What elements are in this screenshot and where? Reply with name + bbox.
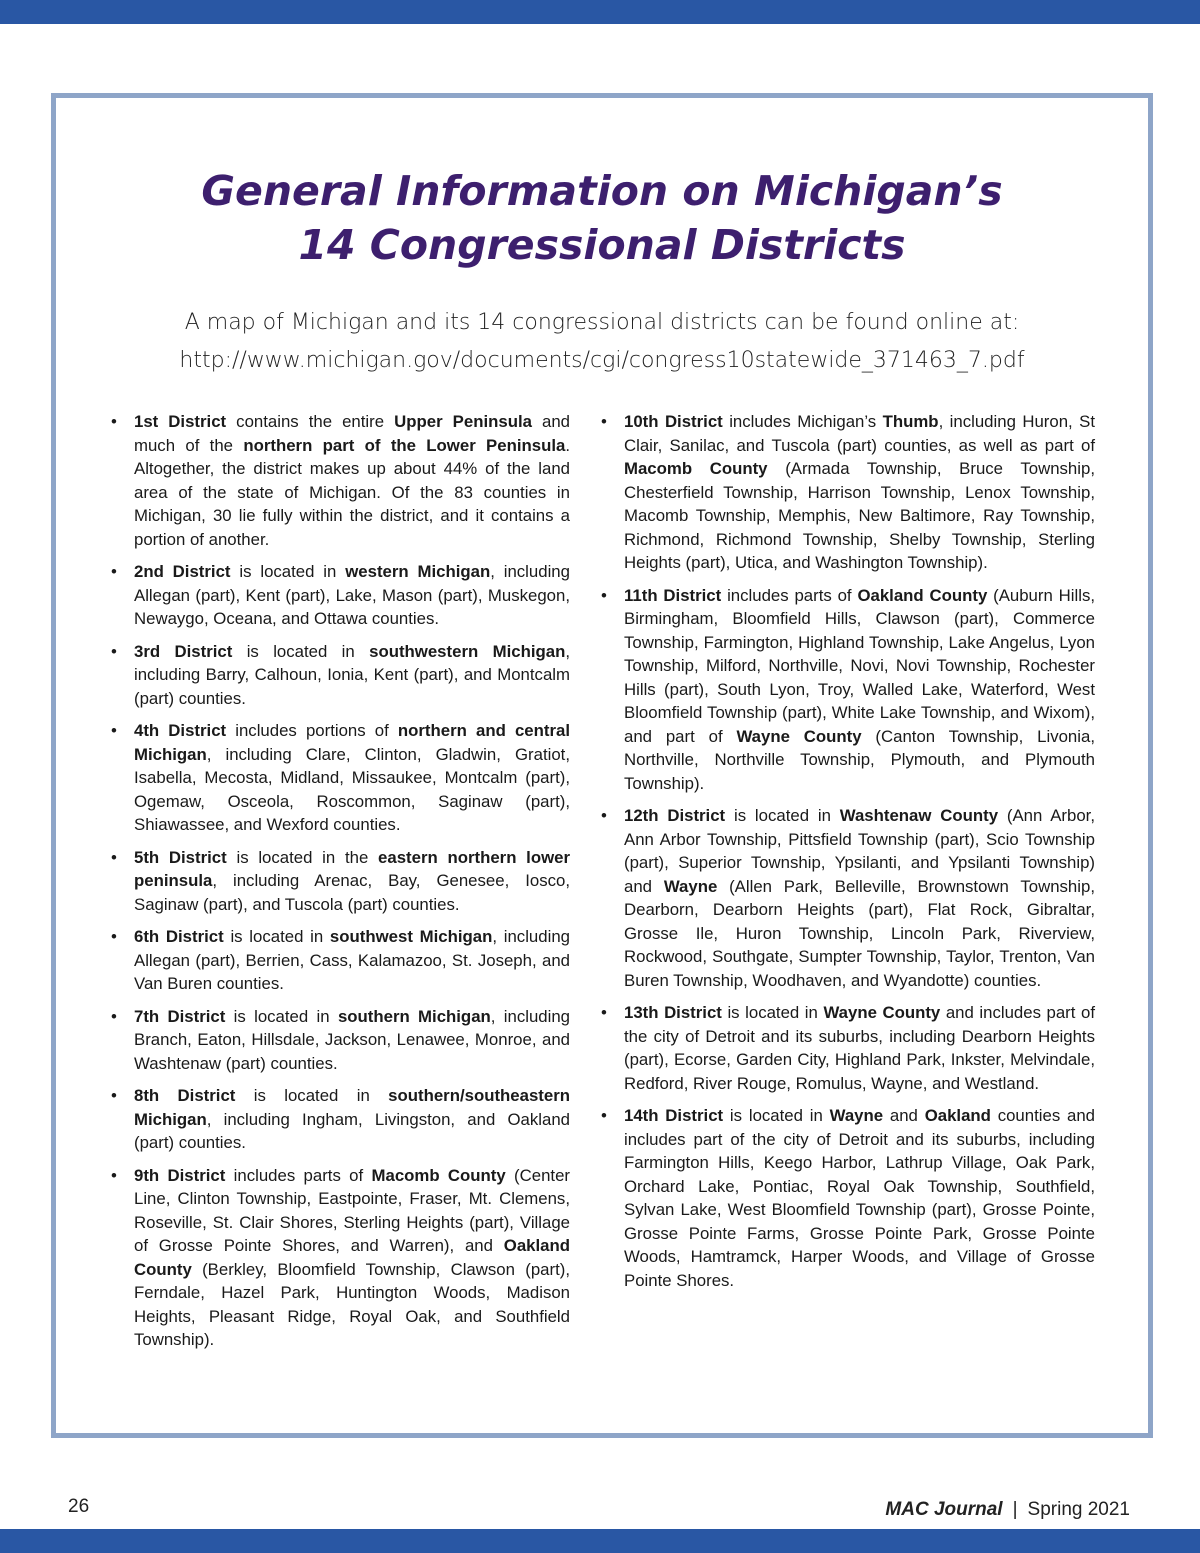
bullet-icon: • <box>111 847 117 867</box>
district-item <box>108 925 570 996</box>
district-list-left <box>108 410 570 1361</box>
bullet-icon: • <box>601 806 607 825</box>
district-bold-text: 13th District <box>624 1003 722 1022</box>
district-item <box>108 640 570 711</box>
district-item <box>598 804 1095 992</box>
district-item <box>108 846 570 917</box>
district-text: , including Barry, Calhoun, Ionia, Kent (part), and Montcalm (part) counties. <box>134 641 570 708</box>
district-text: (Ann Arbor, Ann Arbor Township, Pittsfield Township (part), Scio Township (part), Superior Township, Ypsilanti, and Ypsilanti Township) and <box>624 806 1095 896</box>
district-bold-text: Wayne County <box>736 726 862 746</box>
issue-label: Spring 2021 <box>1027 1499 1130 1520</box>
bottom-color-bar <box>0 1529 1200 1553</box>
district-text: , including Ingham, Livingston, and Oakland (part) counties. <box>134 1109 570 1152</box>
district-text: (Canton Township, Livonia, Northville, Northville Township, Plymouth, and Plymouth Township). <box>624 726 1095 793</box>
district-text: (Armada Township, Bruce Township, Chesterfield Township, Harrison Township, Lenox Township, Macomb Township, Memphis, New Baltimore, Ray Township, Richmond, Richmond Township, Shelby Township, Sterling Heights (part), Utica, and Washington Township). <box>624 459 1095 572</box>
district-bold-text: Oakland County <box>857 585 988 605</box>
footer-separator: | <box>1012 1499 1018 1520</box>
district-item <box>598 1104 1095 1292</box>
title-line-2: 14 Congressional Districts <box>298 221 906 269</box>
title-line-1: General Information on Michigan’s <box>201 167 1003 215</box>
bullet-icon: • <box>111 412 117 431</box>
district-bold-text: Macomb County <box>624 459 768 478</box>
district-item <box>108 560 570 631</box>
top-color-bar <box>0 0 1200 24</box>
district-text: is located in <box>232 641 370 661</box>
district-bold-text: Oakland County <box>134 1236 570 1279</box>
district-text: , including Allegan (part), Kent (part), Lake, Mason (part), Muskegon, Newaygo, Oceana, and Ottawa counties. <box>134 562 570 628</box>
bullet-icon: • <box>601 585 607 605</box>
district-bold-text: 12th District <box>624 806 726 825</box>
bullet-icon: • <box>111 721 117 740</box>
district-text: (Berkley, Bloomfield Township, Clawson (part), Ferndale, Hazel Park, Huntington Woods, Madison Heights, Pleasant Ridge, Royal Oak, and Southfield Township). <box>134 1259 570 1349</box>
district-bold-text: Upper Peninsula <box>394 412 532 431</box>
district-text: (Auburn Hills, Birmingham, Bloomfield Hills, Clawson (part), Commerce Township, Farmington, Highland Township, Lake Angelus, Lyon Township, Milford, Northville, Novi, Novi Township, Rochester Hills (part), South Lyon, Troy, Walled Lake, Waterford, West Bloomfield Township (part), White Lake Township, and Wixom), and part of <box>624 585 1095 746</box>
bullet-icon: • <box>601 412 607 431</box>
district-item <box>598 1001 1095 1095</box>
district-text: is located in <box>225 1006 338 1026</box>
district-text: , including Clare, Clinton, Gladwin, Gratiot, Isabella, Mecosta, Midland, Missaukee, Montcalm (part), Ogemaw, Osceola, Roscommon, Saginaw (part), Shiawassee, and Wexford counties. <box>134 744 570 834</box>
map-url: http://www.michigan.gov/documents/cgi/congress10statewide_371463_7.pdf <box>179 348 1025 373</box>
district-bold-text: 11th District <box>624 585 722 605</box>
district-text: is located in <box>235 1086 389 1105</box>
district-bold-text: Oakland <box>924 1106 991 1125</box>
district-bold-text: eastern northern lower peninsula <box>134 847 571 890</box>
footer-publication <box>885 1499 1130 1521</box>
district-text: , including Branch, Eaton, Hillsdale, Jackson, Lenawee, Monroe, and Washtenaw (part) counties. <box>134 1006 571 1073</box>
district-text: is located in <box>230 562 346 581</box>
page-number: 26 <box>68 1496 90 1517</box>
district-text: , including Huron, St Clair, Sanilac, and Tuscola (part) counties, as well as part of <box>624 412 1095 455</box>
district-bold-text: northern part of the Lower Peninsula <box>243 435 566 455</box>
district-bold-text: southwest Michigan <box>329 927 493 946</box>
bullet-icon: • <box>601 1003 607 1022</box>
bullet-icon: • <box>111 1165 117 1185</box>
district-item <box>598 410 1095 575</box>
district-bold-text: southern/southeastern Michigan <box>134 1086 570 1129</box>
bullet-icon: • <box>111 1086 117 1105</box>
district-text: includes Michigan’s <box>722 412 883 431</box>
district-bold-text: Wayne <box>829 1106 884 1125</box>
bullet-icon: • <box>601 1106 607 1125</box>
district-bold-text: 5th District <box>134 847 227 867</box>
district-item <box>108 410 570 551</box>
district-text: is located in <box>223 927 330 946</box>
district-bold-text: 14th District <box>624 1106 724 1125</box>
district-bold-text: 8th District <box>134 1086 236 1105</box>
district-bold-text: 7th District <box>134 1006 226 1026</box>
district-text: is located in <box>721 1003 824 1022</box>
intro-text: A map of Michigan and its 14 congressional districts can be found online at: <box>184 310 1020 335</box>
district-bold-text: Washtenaw County <box>839 806 999 825</box>
page-title <box>56 164 1148 272</box>
district-text: . Altogether, the district makes up about 44% of the land area of the state of Michigan. Of the 83 counties in Michigan, 30 lie fully within the district, and it contains a portion of another. <box>134 435 570 549</box>
district-list-right <box>598 410 1095 1301</box>
bullet-icon: • <box>111 562 117 581</box>
district-text: and includes part of the city of Detroit and its suburbs, including Dearborn Heights (part), Ecorse, Garden City, Highland Park, Inkster, Melvindale, Redford, River Rouge, Romulus, Wayne, and Westland. <box>624 1003 1095 1093</box>
district-text: is located in <box>725 806 840 825</box>
bullet-icon: • <box>111 927 117 946</box>
content-frame <box>51 93 1153 1438</box>
district-item <box>108 1084 570 1155</box>
district-bold-text: 1st District <box>134 412 227 431</box>
district-item <box>598 584 1095 796</box>
journal-name: MAC Journal <box>885 1499 1003 1520</box>
district-text: includes parts of <box>225 1165 372 1185</box>
bullet-icon: • <box>111 1006 117 1026</box>
district-bold-text: 4th District <box>134 721 227 740</box>
district-bold-text: western Michigan <box>345 562 491 581</box>
district-bold-text: Wayne County <box>823 1003 941 1022</box>
district-bold-text: southwestern Michigan <box>369 641 566 661</box>
district-text: (Center Line, Clinton Township, Eastpointe, Fraser, Mt. Clemens, Roseville, St. Clair Shores, Sterling Heights (part), Village of Grosse Pointe Shores, and Warren), and <box>134 1165 570 1255</box>
district-bold-text: 10th District <box>624 412 723 431</box>
district-text: , including Arenac, Bay, Genesee, Iosco, Saginaw (part), and Tuscola (part) counties. <box>134 871 570 914</box>
district-text: and <box>883 1106 925 1125</box>
district-text: and much of the <box>134 412 571 455</box>
district-text: contains the entire <box>226 412 395 431</box>
district-text: counties and includes part of the city of Detroit and its suburbs, including Farmington Hills, Keego Harbor, Lathrup Village, Oak Park, Orchard Lake, Pontiac, Royal Oak Township, Southfield, Sylvan Lake, West Bloomfield Township (part), Grosse Pointe, Grosse Pointe Farms, Grosse Pointe Park, Grosse Pointe Woods, Hamtramck, Harper Woods, and Village of Grosse Pointe Shores. <box>624 1106 1096 1290</box>
district-text: is located in the <box>226 847 379 867</box>
district-text: , including Allegan (part), Berrien, Cass, Kalamazoo, St. Joseph, and Van Buren counties. <box>134 927 570 993</box>
district-text: is located in <box>723 1106 830 1125</box>
district-bold-text: Macomb County <box>371 1165 506 1185</box>
district-bold-text: southern Michigan <box>337 1006 491 1026</box>
bullet-icon: • <box>111 641 117 661</box>
district-bold-text: northern and central Michigan <box>134 721 570 764</box>
district-bold-text: 2nd District <box>134 562 231 581</box>
district-bold-text: 3rd District <box>134 641 233 661</box>
district-item <box>108 719 570 837</box>
district-text: includes parts of <box>721 585 858 605</box>
district-bold-text: Thumb <box>882 412 939 431</box>
district-item <box>108 1164 570 1352</box>
district-bold-text: Wayne <box>663 876 718 896</box>
district-text: includes portions of <box>226 721 398 740</box>
district-text: (Allen Park, Belleville, Brownstown Township, Dearborn, Dearborn Heights (part), Flat Rock, Gibraltar, Grosse Ile, Huron Township, Lincoln Park, Riverview, Rockwood, Southgate, Sumpter Township, Taylor, Trenton, Van Buren Township, Woodhaven, and Wyandotte) counties. <box>624 876 1095 990</box>
district-bold-text: 9th District <box>134 1165 226 1185</box>
district-bold-text: 6th District <box>134 927 224 946</box>
map-intro <box>56 304 1148 380</box>
district-item <box>108 1005 570 1076</box>
